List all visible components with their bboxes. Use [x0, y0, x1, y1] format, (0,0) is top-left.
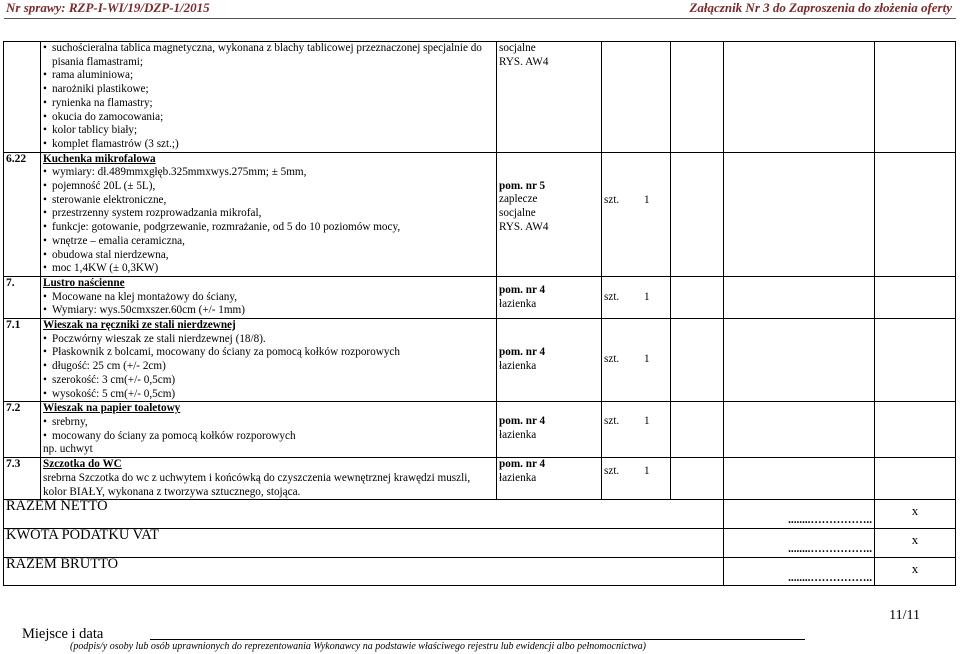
table-row	[4, 152, 956, 276]
total-x: x	[875, 500, 956, 529]
list-item: • moc 1,4KW (± 0,3KW)	[43, 262, 494, 276]
list-item: • Wymiary: wys.50cmxszer.60cm (+/- 1mm)	[43, 304, 494, 318]
list-item: • okucia do zamocowania;	[43, 111, 494, 125]
unit-value: szt.	[604, 415, 620, 428]
item-title: Szczotka do WC	[43, 458, 122, 471]
total-value: ........……………..	[724, 557, 875, 586]
item-title: Wieszak na ręczniki ze stali nierdzewnej	[43, 319, 236, 332]
list-item: • Mocowane na klej montażowy do ściany,	[43, 291, 494, 305]
quantity-value: 1	[644, 415, 650, 428]
total-value: ........……………..	[724, 500, 875, 529]
room-line: łazienka	[499, 297, 537, 310]
place-and-date: Miejsce i data	[22, 626, 104, 642]
list-item: • szerokość: 3 cm(+/- 0,5cm)	[43, 374, 494, 388]
unit-value: szt.	[604, 290, 620, 303]
list-item: • wnętrze – emalia ceramiczna,	[43, 235, 494, 249]
item-number: 7.	[4, 276, 41, 318]
case-number: Nr sprawy: RZP-I-WI/19/DZP-1/2015	[6, 0, 210, 15]
room-line: łazienka	[499, 428, 537, 441]
quantity-value: 1	[644, 193, 650, 206]
room-line: łazienka	[499, 359, 537, 372]
extra-note: np. uchwyt	[43, 443, 93, 456]
total-value: ........……………..	[724, 528, 875, 557]
room-line: pom. nr 5	[499, 179, 546, 192]
total-row	[4, 528, 956, 557]
attachment-label: Załącznik Nr 3 do Zaproszenia do złożenia oferty	[689, 0, 952, 15]
room-line: pom. nr 4	[499, 458, 546, 471]
list-item: • rama aluminiowa;	[43, 69, 494, 83]
item-title: Kuchenka mikrofalowa	[43, 152, 156, 165]
quantity-value: 1	[644, 465, 650, 478]
list-item: • obudowa stal nierdzewna,	[43, 249, 494, 263]
table-row	[4, 458, 956, 500]
item-number: 6.22	[4, 152, 41, 276]
item-description: srebrna Szczotka do wc z uchwytem i końcówką do czyszczenia wewnętrznej krawędzi muszli, kolor BIAŁY, wykonana z tworzywa sztucznego, stojąca.	[43, 471, 471, 498]
item-title: Lustro naścienne	[43, 276, 125, 289]
total-row	[4, 500, 956, 529]
header-rule	[4, 18, 956, 19]
quantity-value: 1	[644, 290, 650, 303]
list-item: • srebrny,	[43, 416, 494, 430]
items-table	[3, 41, 956, 586]
room-line: socjalne	[499, 42, 536, 54]
list-item: • Poczwórny wieszak ze stali nierdzewnej (18/8).	[43, 333, 494, 347]
total-x: x	[875, 528, 956, 557]
total-label: RAZEM NETTO	[4, 500, 724, 529]
page-header	[0, 0, 960, 14]
quantity-value: 1	[644, 353, 650, 366]
room-line: RYS. AW4	[499, 220, 549, 233]
list-item: • przestrzenny system rozprowadzania mikrofal,	[43, 207, 494, 221]
signature-note: (podpis/y osoby lub osób uprawnionych do reprezentowania Wykonawcy na podstawie właściwego rejestru lub ewidencji albo pełnomocnictwa)	[70, 641, 646, 652]
list-item: • Płaskownik z bolcami, mocowany do ściany za pomocą kołków rozporowych	[43, 346, 494, 360]
room-line: RYS. AW4	[499, 55, 549, 68]
total-label: RAZEM BRUTTO	[4, 557, 724, 586]
total-x: x	[875, 557, 956, 586]
room-line: pom. nr 4	[499, 346, 546, 359]
total-row	[4, 557, 956, 586]
list-item: • rynienka na flamastry;	[43, 97, 494, 111]
table-row	[4, 42, 956, 153]
room-line: pom. nr 4	[499, 415, 546, 428]
signature-line	[150, 639, 805, 640]
item-number: 7.3	[4, 458, 41, 500]
list-item: • wymiary: dł.489mmxgłęb.325mmxwys.275mm; ± 5mm,	[43, 166, 494, 180]
page-number: 11/11	[889, 608, 920, 623]
item-title: Wieszak na papier toaletowy	[43, 402, 181, 415]
unit-value: szt.	[604, 193, 620, 206]
unit-value: szt.	[604, 353, 620, 366]
item-number: 7.2	[4, 402, 41, 458]
list-item: • narożniki plastikowe;	[43, 83, 494, 97]
list-item: • kolor tablicy biały;	[43, 124, 494, 138]
list-item: • mocowany do ściany za pomocą kołków rozporowych	[43, 430, 494, 444]
unit-value: szt.	[604, 465, 620, 478]
list-item: • pojemność 20L (± 5L),	[43, 180, 494, 194]
table-row	[4, 276, 956, 318]
table-row	[4, 402, 956, 458]
item-number: 7.1	[4, 319, 41, 402]
list-item: • długość: 25 cm (+/- 2cm)	[43, 360, 494, 374]
room-line: łazienka	[499, 471, 537, 484]
list-item: • komplet flamastrów (3 szt.;)	[43, 138, 494, 152]
list-item: • wysokość: 5 cm(+/- 0,5cm)	[43, 388, 494, 402]
room-line: zaplecze	[499, 193, 538, 206]
list-item: • suchościeralna tablica magnetyczna, wykonana z blachy tablicowej przeznaczonej specjalnie do pisania flamastrami;	[43, 42, 494, 69]
room-line: socjalne	[499, 207, 536, 220]
table-row	[4, 319, 956, 402]
list-item: • sterowanie elektroniczne,	[43, 194, 494, 208]
list-item: • funkcje: gotowanie, podgrzewanie, rozmrażanie, od 5 do 10 poziomów mocy,	[43, 221, 494, 235]
room-line: pom. nr 4	[499, 283, 546, 296]
total-label: KWOTA PODATKU VAT	[4, 528, 724, 557]
